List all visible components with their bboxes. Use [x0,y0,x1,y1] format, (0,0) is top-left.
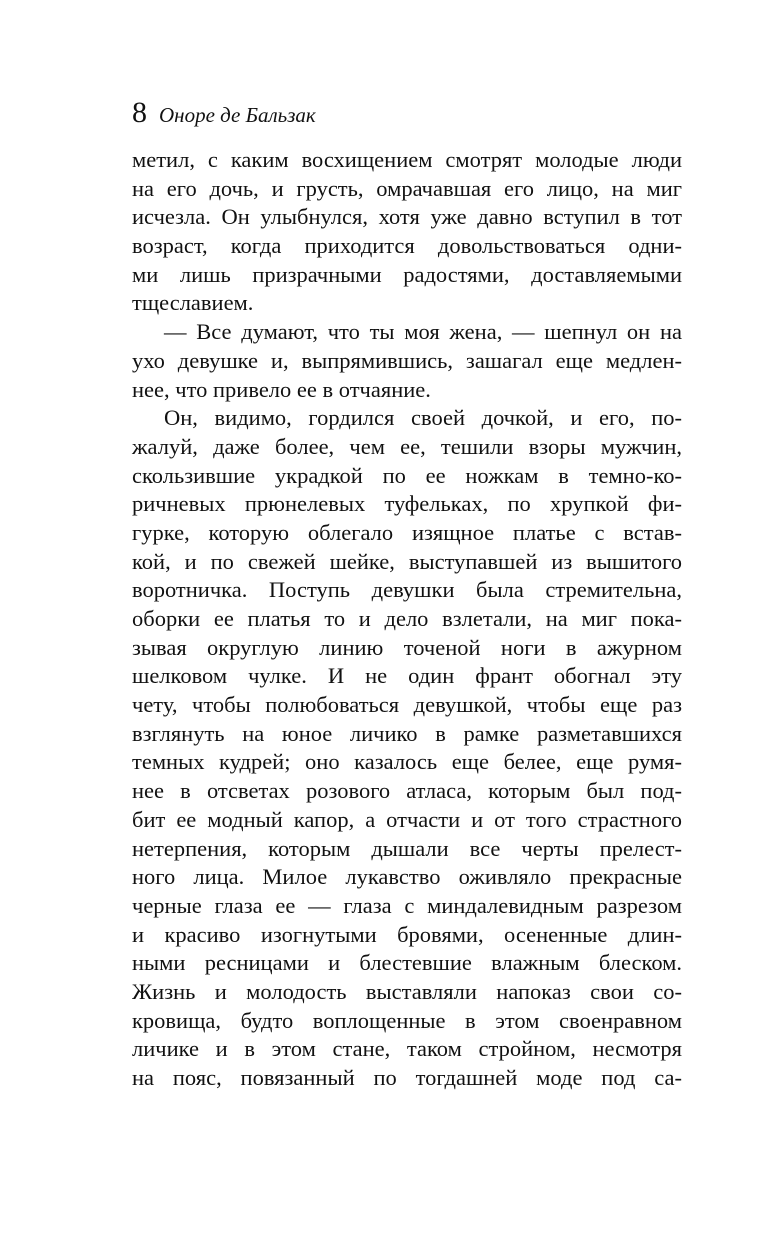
text-line: ного лица. Милое лукавство оживляло прекрасные [132,864,682,890]
text-line: — Все думают, что ты моя жена, — шепнул он на [164,319,682,345]
text-line: воротничка. Поступь девушки была стремительна, [132,577,682,603]
text-line: Жизнь и молодость выставляли напоказ свои со- [132,978,682,1004]
text-line: темных кудрей; оно казалось еще белее, еще румя- [132,749,682,775]
running-header [132,96,316,130]
text-line: личике и в этом стане, таком стройном, несмотря [132,1036,682,1062]
text-line: черные глаза ее — глаза с миндалевидным разрезом [132,892,682,918]
text-line: кровища, будто воплощенные в этом своенравном [132,1007,682,1033]
text-line: и красиво изогнутыми бровями, осененные длин- [132,921,682,947]
text-line: бит ее модный капор, а отчасти и от того страстного [132,806,682,832]
text-line: на его дочь, и грусть, омрачавшая его лицо, на миг [132,175,682,201]
text-line: кой, и по свежей шейке, выступавшей из вышитого [132,548,682,574]
text-line: взглянуть на юное личико в рамке разметавшихся [132,720,682,746]
text-line: ухо девушке и, выпрямившись, зашагал еще медлен- [132,347,682,373]
text-line: ными ресницами и блестевшие влажным блеском. [132,950,682,976]
text-line: возраст, когда приходится довольствоваться одни- [132,233,682,259]
text-line: метил, с каким восхищением смотрят молодые люди [132,147,682,172]
text-line: чету, чтобы полюбоваться девушкой, чтобы еще раз [132,692,682,718]
page-number: 8 [132,96,147,129]
text-line: ми лишь призрачными радостями, доставляемыми [132,261,682,287]
text-line: оборки ее платья то и дело взлетали, на миг пока- [132,606,682,631]
text-line: шелковом чулке. И не один франт обогнал эту [132,663,682,689]
text-line: нее, что привело ее в отчаяние. [132,376,431,402]
text-line: нее в отсветах розового атласа, которым был под- [132,778,682,804]
text-line: зывая округлую линию точеной ноги в ажурном [132,634,682,660]
running-header-author: Оноре де Бальзак [159,103,316,127]
body-text [132,146,682,1093]
text-line: ричневых прюнелевых туфельках, по хрупкой фи- [132,491,682,517]
text-line: Он, видимо, гордился своей дочкой, и его, по- [164,405,682,431]
text-line: скользившие украдкой по ее ножкам в темно-ко- [132,462,682,488]
text-line: нетерпения, которым дышали все черты прелест- [132,835,682,861]
text-line: тщеславием. [132,290,254,316]
text-line: исчезла. Он улыбнулся, хотя уже давно вступил в тот [132,204,682,230]
text-line: на пояс, повязанный по тогдашней моде под са- [132,1065,682,1090]
text-line: гурке, которую облегало изящное платье с встав- [132,519,682,545]
text-line: жалуй, даже более, чем ее, тешили взоры мужчин, [132,433,682,459]
